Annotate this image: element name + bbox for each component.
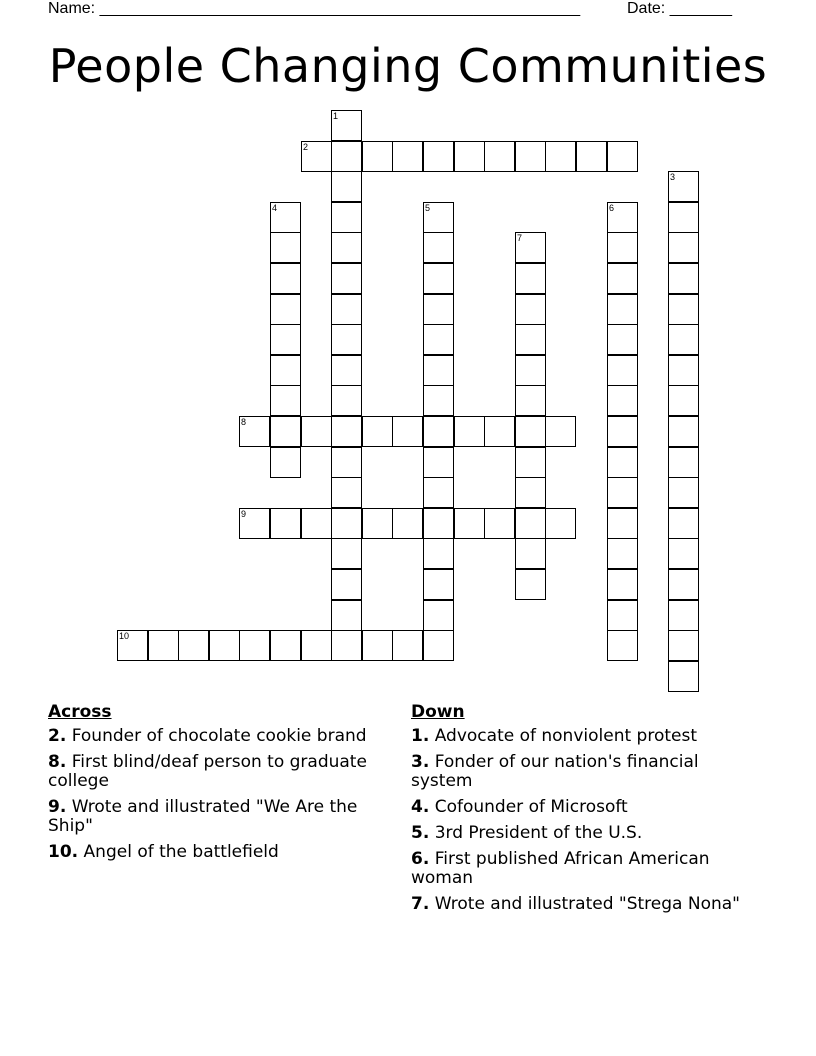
grid-cell[interactable] <box>423 385 454 416</box>
grid-cell[interactable] <box>668 202 699 233</box>
grid-cell[interactable] <box>454 141 485 172</box>
grid-cell[interactable] <box>270 355 301 386</box>
grid-cell[interactable] <box>331 600 362 631</box>
grid-cell[interactable] <box>392 508 423 539</box>
clue-number-label: 1 <box>333 111 339 121</box>
grid-cell[interactable] <box>117 630 148 661</box>
grid-cell[interactable] <box>423 263 454 294</box>
across-heading: Across <box>48 702 112 722</box>
clue-text: First blind/deaf person to graduate college <box>48 752 367 791</box>
grid-cell[interactable] <box>668 355 699 386</box>
grid-cell[interactable] <box>331 232 362 263</box>
grid-cell[interactable] <box>545 416 576 447</box>
grid-cell[interactable] <box>515 416 546 447</box>
grid-cell[interactable] <box>362 416 393 447</box>
grid-cell[interactable] <box>331 263 362 294</box>
date-label: Date: <box>627 0 666 17</box>
grid-cell[interactable] <box>148 630 179 661</box>
grid-cell[interactable] <box>270 385 301 416</box>
down-clue-1: 1. Advocate of nonviolent protest <box>411 726 697 746</box>
grid-cell[interactable] <box>331 294 362 325</box>
clue-text: Fonder of our nation's financial system <box>411 752 699 791</box>
down-clues <box>411 703 751 921</box>
grid-cell[interactable] <box>515 355 546 386</box>
grid-cell[interactable] <box>423 477 454 508</box>
grid-cell[interactable] <box>423 569 454 600</box>
grid-cell[interactable] <box>362 141 393 172</box>
grid-cell[interactable] <box>331 110 362 141</box>
grid-cell[interactable] <box>607 600 638 631</box>
clue-number: 9 <box>48 797 60 817</box>
grid-cell[interactable] <box>515 477 546 508</box>
grid-cell[interactable] <box>423 538 454 569</box>
grid-cell[interactable] <box>668 569 699 600</box>
grid-cell[interactable] <box>668 477 699 508</box>
grid-cell[interactable] <box>331 630 362 661</box>
grid-cell[interactable] <box>607 477 638 508</box>
clue-number-label: 4 <box>272 203 278 213</box>
clue-number: 6 <box>411 849 423 869</box>
grid-cell[interactable] <box>423 416 454 447</box>
across-clue-10: 10. Angel of the battlefield <box>48 842 279 862</box>
grid-cell[interactable] <box>239 630 270 661</box>
grid-cell[interactable] <box>668 538 699 569</box>
grid-cell[interactable] <box>668 630 699 661</box>
date-blank[interactable]: _______ <box>669 0 732 17</box>
grid-cell[interactable] <box>515 141 546 172</box>
clue-text: First published African American woman <box>411 849 710 888</box>
clue-number: 10 <box>48 842 72 862</box>
grid-cell[interactable] <box>301 508 332 539</box>
grid-cell[interactable] <box>484 141 515 172</box>
name-label: Name: <box>48 0 96 17</box>
grid-cell[interactable] <box>392 630 423 661</box>
grid-cell[interactable] <box>270 263 301 294</box>
clue-number: 1 <box>411 726 423 746</box>
down-clue-4: 4. Cofounder of Microsoft <box>411 797 628 817</box>
grid-cell[interactable] <box>331 508 362 539</box>
clue-number: 7 <box>411 894 423 914</box>
clue-text: Founder of chocolate cookie brand <box>71 726 367 746</box>
clue-text: Wrote and illustrated "Strega Nona" <box>434 894 740 914</box>
grid-cell[interactable] <box>545 141 576 172</box>
grid-cell[interactable] <box>607 263 638 294</box>
grid-cell[interactable] <box>362 508 393 539</box>
clue-number-label: 7 <box>517 233 523 243</box>
grid-cell[interactable] <box>270 324 301 355</box>
grid-cell[interactable] <box>515 294 546 325</box>
clue-number-label: 5 <box>425 203 431 213</box>
grid-cell[interactable] <box>423 600 454 631</box>
grid-cell[interactable] <box>607 232 638 263</box>
grid-cell[interactable] <box>423 324 454 355</box>
grid-cell[interactable] <box>331 538 362 569</box>
clue-number-label: 10 <box>119 631 130 641</box>
grid-cell[interactable] <box>331 324 362 355</box>
grid-cell[interactable] <box>515 447 546 478</box>
grid-cell[interactable] <box>270 294 301 325</box>
down-clue-3: 3. Fonder of our nation's financial system <box>411 752 699 791</box>
clue-number-label: 8 <box>241 417 247 427</box>
grid-cell[interactable] <box>607 385 638 416</box>
clue-number: 2 <box>48 726 60 746</box>
clue-number-label: 9 <box>241 509 247 519</box>
grid-cell[interactable] <box>270 447 301 478</box>
grid-cell[interactable] <box>484 416 515 447</box>
down-heading: Down <box>411 702 465 722</box>
grid-cell[interactable] <box>331 569 362 600</box>
grid-cell[interactable] <box>331 477 362 508</box>
grid-cell[interactable] <box>607 355 638 386</box>
grid-cell[interactable] <box>515 263 546 294</box>
grid-cell[interactable] <box>607 416 638 447</box>
grid-cell[interactable] <box>668 294 699 325</box>
grid-cell[interactable] <box>362 630 393 661</box>
clue-number: 8 <box>48 752 60 772</box>
clue-number-label: 3 <box>670 172 676 182</box>
grid-cell[interactable] <box>423 202 454 233</box>
grid-cell[interactable] <box>239 416 270 447</box>
grid-cell[interactable] <box>392 141 423 172</box>
clue-text: Advocate of nonviolent protest <box>434 726 697 746</box>
grid-cell[interactable] <box>270 630 301 661</box>
grid-cell[interactable] <box>331 385 362 416</box>
grid-cell[interactable] <box>576 141 607 172</box>
grid-cell[interactable] <box>423 630 454 661</box>
grid-cell[interactable] <box>331 416 362 447</box>
grid-cell[interactable] <box>270 232 301 263</box>
grid-cell[interactable] <box>454 416 485 447</box>
across-clue-8: 8. First blind/deaf person to graduate college <box>48 752 367 791</box>
grid-cell[interactable] <box>423 141 454 172</box>
grid-cell[interactable] <box>515 538 546 569</box>
clue-text: 3rd President of the U.S. <box>434 823 643 843</box>
grid-cell[interactable] <box>607 294 638 325</box>
grid-cell[interactable] <box>668 447 699 478</box>
grid-cell[interactable] <box>423 355 454 386</box>
down-clue-5: 5. 3rd President of the U.S. <box>411 823 643 843</box>
clue-number: 3 <box>411 752 423 772</box>
grid-cell[interactable] <box>668 385 699 416</box>
grid-cell[interactable] <box>423 508 454 539</box>
clue-number-label: 2 <box>303 142 309 152</box>
grid-cell[interactable] <box>607 569 638 600</box>
clue-number-label: 6 <box>609 203 615 213</box>
clue-text: Wrote and illustrated "We Are the Ship" <box>48 797 358 836</box>
grid-cell[interactable] <box>607 447 638 478</box>
grid-cell[interactable] <box>607 508 638 539</box>
name-blank[interactable]: ______________________________________________________ <box>99 0 581 17</box>
down-clue-7: 7. Wrote and illustrated "Strega Nona" <box>411 894 740 914</box>
grid-cell[interactable] <box>607 324 638 355</box>
grid-cell[interactable] <box>668 171 699 202</box>
grid-cell[interactable] <box>301 416 332 447</box>
grid-cell[interactable] <box>607 202 638 233</box>
page-title: People Changing Communities <box>48 39 768 93</box>
grid-cell[interactable] <box>668 508 699 539</box>
grid-cell[interactable] <box>515 324 546 355</box>
grid-cell[interactable] <box>545 508 576 539</box>
clue-number: 5 <box>411 823 423 843</box>
grid-cell[interactable] <box>607 141 638 172</box>
clue-text: Angel of the battlefield <box>83 842 279 862</box>
grid-cell[interactable] <box>209 630 240 661</box>
down-clue-6: 6. First published African American woman <box>411 849 710 888</box>
grid-cell[interactable] <box>668 324 699 355</box>
grid-cell[interactable] <box>423 294 454 325</box>
grid-cell[interactable] <box>392 416 423 447</box>
grid-cell[interactable] <box>331 202 362 233</box>
grid-cell[interactable] <box>668 600 699 631</box>
across-clue-2: 2. Founder of chocolate cookie brand <box>48 726 367 746</box>
grid-cell[interactable] <box>423 232 454 263</box>
grid-cell[interactable] <box>331 141 362 172</box>
grid-cell[interactable] <box>301 141 332 172</box>
grid-cell[interactable] <box>515 508 546 539</box>
grid-cell[interactable] <box>668 416 699 447</box>
grid-cell[interactable] <box>515 232 546 263</box>
across-clues <box>48 703 368 869</box>
grid-cell[interactable] <box>270 202 301 233</box>
grid-cell[interactable] <box>270 416 301 447</box>
clue-text: Cofounder of Microsoft <box>434 797 628 817</box>
grid-cell[interactable] <box>668 661 699 692</box>
grid-cell[interactable] <box>423 447 454 478</box>
across-clue-9: 9. Wrote and illustrated "We Are the Ship" <box>48 797 358 836</box>
grid-cell[interactable] <box>270 508 301 539</box>
grid-cell[interactable] <box>331 171 362 202</box>
grid-cell[interactable] <box>331 447 362 478</box>
grid-cell[interactable] <box>515 569 546 600</box>
grid-cell[interactable] <box>178 630 209 661</box>
grid-cell[interactable] <box>239 508 270 539</box>
grid-cell[interactable] <box>331 355 362 386</box>
grid-cell[interactable] <box>515 385 546 416</box>
grid-cell[interactable] <box>301 630 332 661</box>
clue-number: 4 <box>411 797 423 817</box>
grid-cell[interactable] <box>607 630 638 661</box>
grid-cell[interactable] <box>668 232 699 263</box>
grid-cell[interactable] <box>607 538 638 569</box>
grid-cell[interactable] <box>668 263 699 294</box>
grid-cell[interactable] <box>484 508 515 539</box>
grid-cell[interactable] <box>454 508 485 539</box>
